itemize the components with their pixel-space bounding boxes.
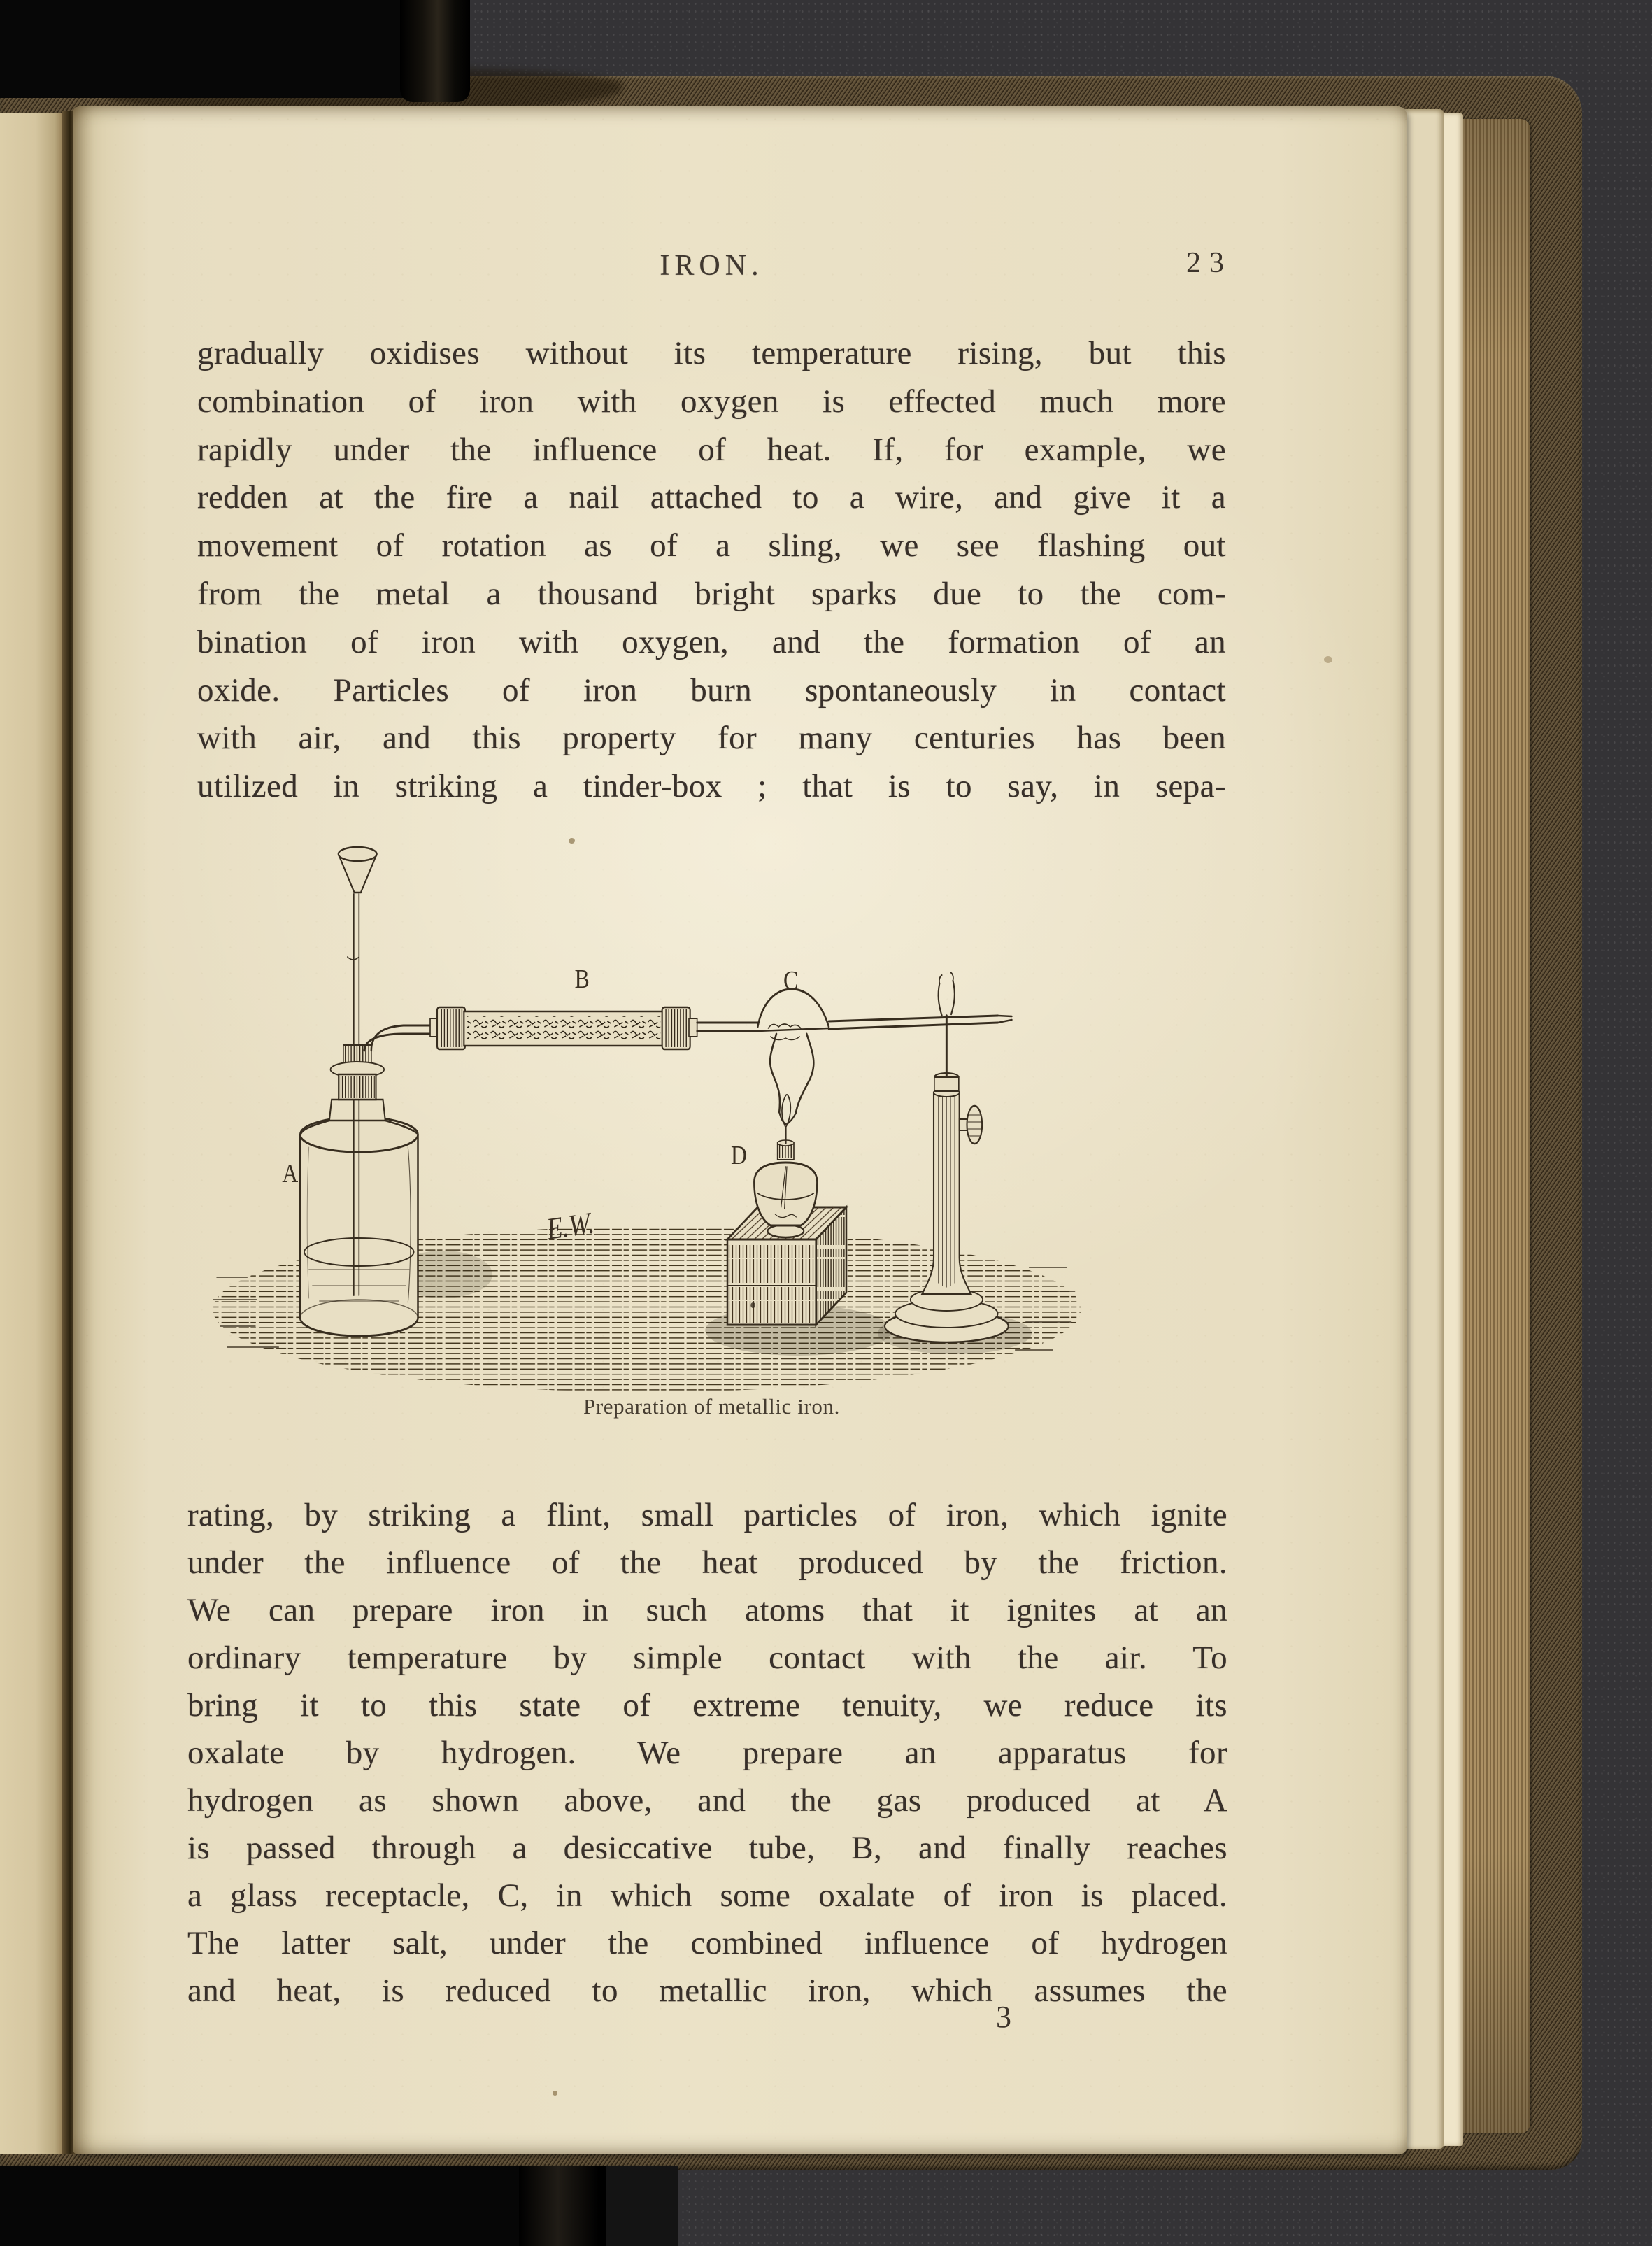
paragraph-2-line-11: and heat, is reduced to metallic iron, which assumes the — [187, 1973, 1227, 2009]
paragraph-1-line-3: rapidly under the influence of heat. If, for example, we — [197, 431, 1226, 468]
paragraph-2-line-9: a glass receptacle, C, in which some oxalate of iron is placed. — [187, 1877, 1227, 1914]
page-number: 23 — [1186, 247, 1232, 279]
paragraph-1-line-5: movement of rotation as of a sling, we see flashing out — [197, 527, 1226, 564]
figure-label-a: A — [282, 1158, 299, 1188]
paragraph-2-line-2: under the influence of the heat produced by the friction. — [187, 1544, 1227, 1581]
paragraph-1-line-1: gradually oxidises without its temperature rising, but this — [197, 335, 1226, 371]
paragraph-2-line-3: We can prepare iron in such atoms that it ignites at an — [187, 1592, 1227, 1628]
engraver-signature: E.W. — [545, 1205, 596, 1246]
paragraph-2-line-7: hydrogen as shown above, and the gas produced at A — [187, 1782, 1227, 1819]
figure-label-b: B — [574, 964, 590, 994]
paragraph-1-line-6: from the metal a thousand bright sparks due to the com- — [197, 576, 1226, 612]
paragraph-2-line-5: bring it to this state of extreme tenuity, we reduce its — [187, 1687, 1227, 1723]
paragraph-2-line-6: oxalate by hydrogen. We prepare an apparatus for — [187, 1735, 1227, 1771]
signature-mark: 3 — [996, 2000, 1011, 2034]
running-head: IRON. — [660, 250, 764, 282]
paragraph-1-line-7: bination of iron with oxygen, and the formation of an — [197, 623, 1226, 660]
paragraph-1-line-10: utilized in striking a tinder-box ; that is to say, in sepa- — [197, 768, 1226, 805]
paragraph-2-line-1: rating, by striking a flint, small particles of iron, which ignite — [187, 1497, 1227, 1533]
paragraph-1-line-8: oxide. Particles of iron burn spontaneously in contact — [197, 671, 1226, 709]
figure-caption: Preparation of metallic iron. — [583, 1394, 840, 1419]
paragraph-2-line-10: The latter salt, under the combined influence of hydrogen — [187, 1925, 1227, 1961]
paragraph-1-line-9: with air, and this property for many centuries has been — [197, 720, 1226, 757]
paragraph-1-line-2: combination of iron with oxygen is effected much more — [197, 383, 1226, 420]
paragraph-2-line-4: ordinary temperature by simple contact with the air. To — [187, 1640, 1227, 1676]
paragraph-1-line-4: redden at the fire a nail attached to a wire, and give it a — [197, 479, 1226, 516]
figure-label-d: D — [731, 1140, 747, 1170]
paragraph-2-line-8: is passed through a desiccative tube, B, and finally reaches — [187, 1830, 1227, 1866]
figure-label-c: C — [783, 965, 799, 995]
